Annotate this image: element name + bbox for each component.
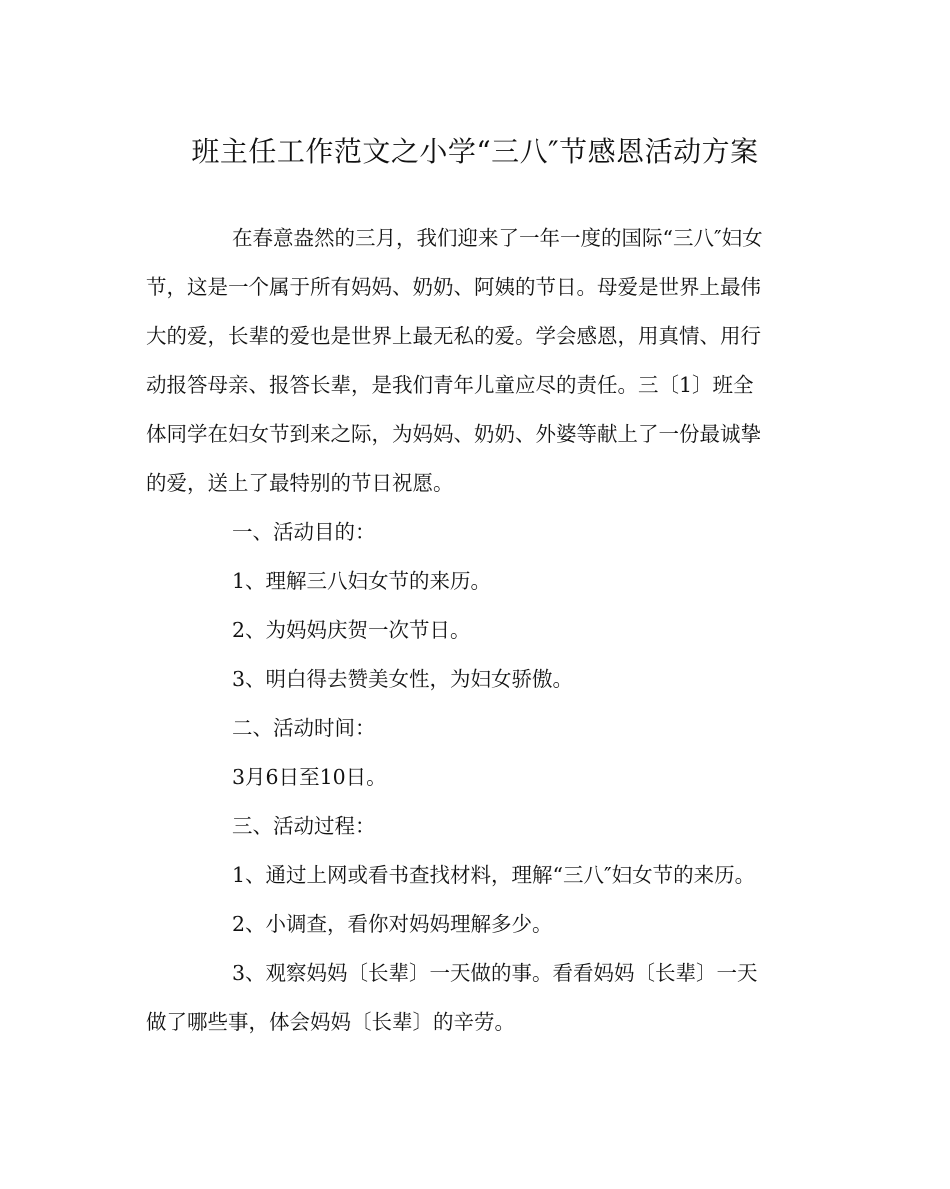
process-item-continuation: 做了哪些事，体会妈妈〔长辈〕的辛劳。: [146, 1010, 515, 1034]
process-item: 3、观察妈妈〔长辈〕一天做的事。看看妈妈〔长辈〕一天: [232, 961, 758, 985]
process-item: 1、通过上网或看书查找材料，理解“三八″妇女节的来历。: [232, 863, 756, 887]
purpose-item: 2、为妈妈庆贺一次节日。: [232, 618, 471, 642]
intro-line: 体同学在妇女节到来之际，为妈妈、奶奶、外婆等献上了一份最诚挚: [146, 422, 761, 446]
purpose-item: 3、明白得去赞美女性，为妇女骄傲。: [232, 667, 574, 691]
activity-time: 3月6日至10日。: [232, 765, 387, 789]
purpose-item: 1、理解三八妇女节的来历。: [232, 569, 492, 593]
intro-line: 节，这是一个属于所有妈妈、奶奶、阿姨的节日。母爱是世界上最伟: [146, 275, 761, 299]
document-title: 班主任工作范文之小学“三八″节感恩活动方案: [191, 135, 759, 168]
intro-line: 大的爱，长辈的爱也是世界上最无私的爱。学会感恩，用真情、用行: [146, 324, 761, 348]
section-heading-purpose: 一、活动目的：: [232, 520, 376, 544]
intro-line: 在春意盎然的三月，我们迎来了一年一度的国际“三八″妇女: [232, 226, 763, 250]
section-heading-process: 三、活动过程：: [232, 814, 376, 838]
intro-line: 动报答母亲、报答长辈，是我们青年儿童应尽的责任。三〔1〕班全: [146, 373, 754, 397]
document-body: [146, 214, 806, 1047]
section-heading-time: 二、活动时间：: [232, 716, 376, 740]
intro-line: 的爱，送上了最特别的节日祝愿。: [146, 471, 454, 495]
process-item: 2、小调查，看你对妈妈理解多少。: [232, 912, 553, 936]
